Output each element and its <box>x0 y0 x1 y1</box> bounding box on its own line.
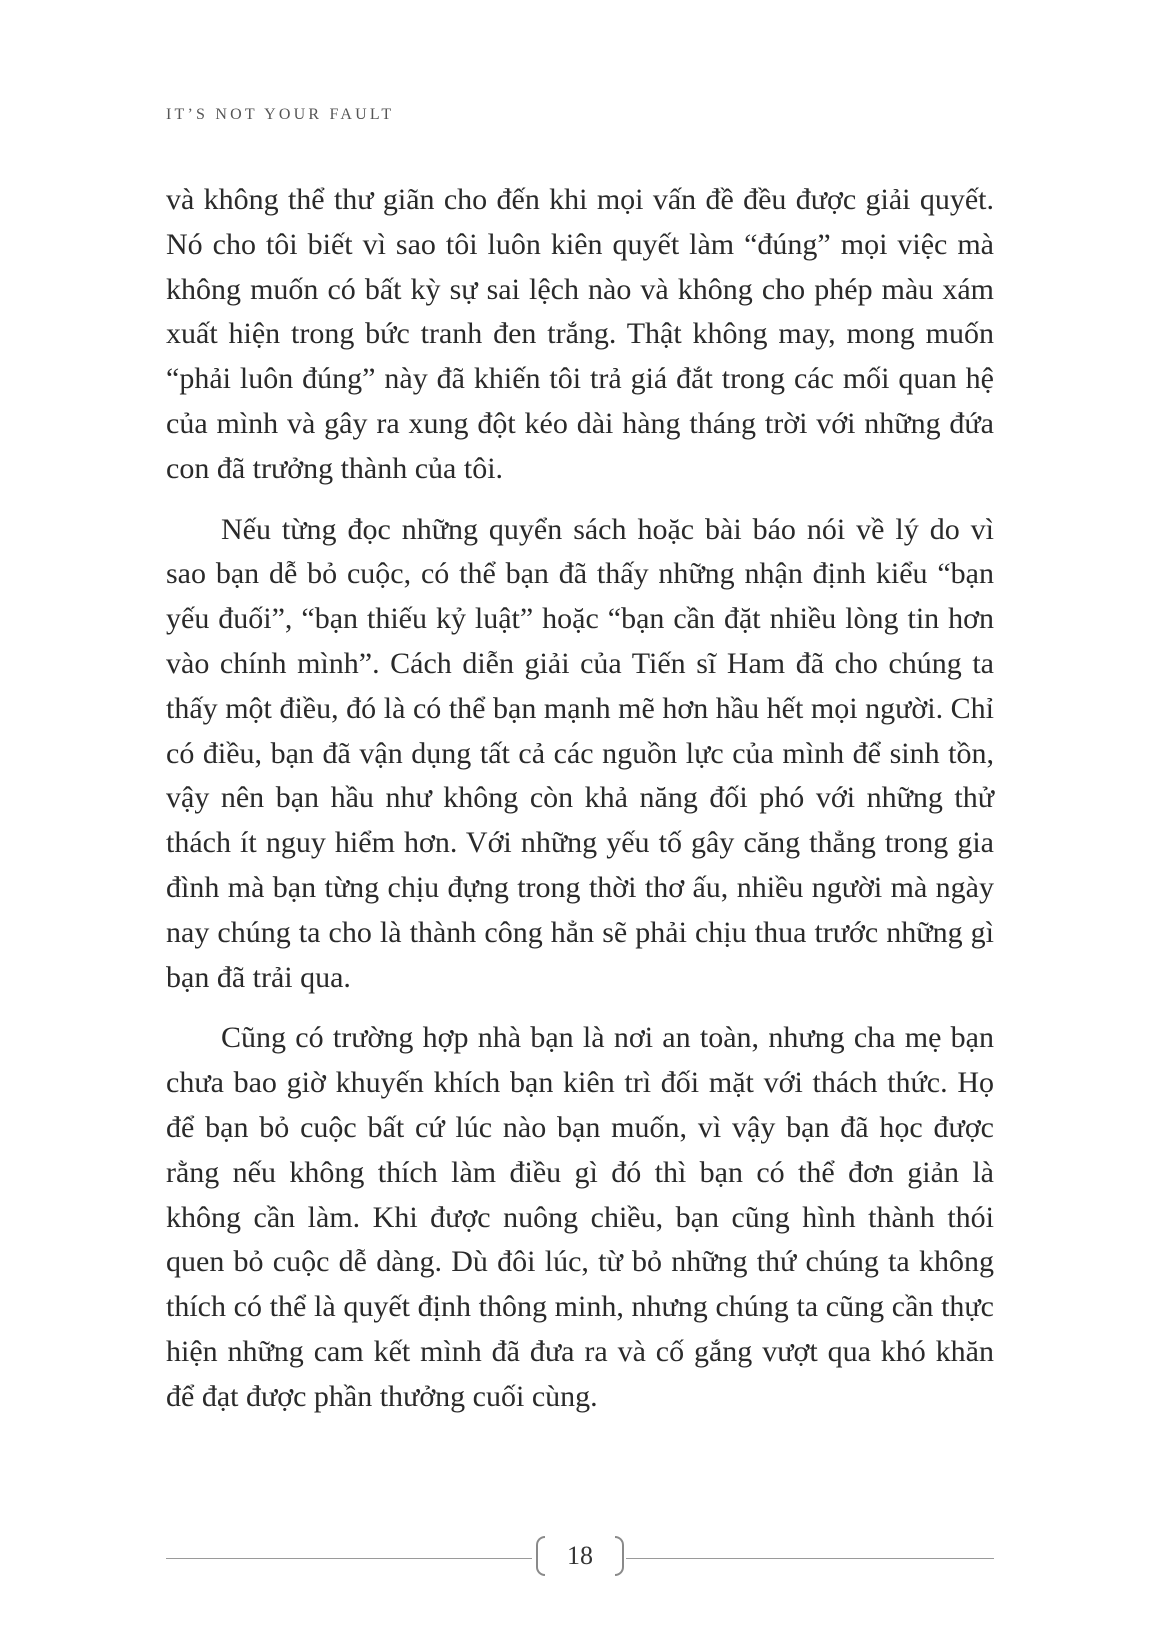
page-number: 18 <box>567 1541 593 1570</box>
page-footer <box>166 1536 994 1580</box>
paragraph-3: Cũng có trường hợp nhà bạn là nơi an toàn, nhưng cha mẹ bạn chưa bao giờ khuyến khích bạn kiên trì đối mặt với thách thức. Họ để bạn bỏ cuộc bất cứ lúc nào bạn muốn, vì vậy bạn đã học được rằng nếu không thích làm điều gì đó thì bạn có thể đơn giản là không cần làm. Khi được nuông chiều, bạn cũng hình thành thói quen bỏ cuộc dễ dàng. Dù đôi lúc, từ bỏ những thứ chúng ta không thích có thể là quyết định thông minh, nhưng chúng ta cũng cần thực hiện những cam kết mình đã đưa ra và cố gắng vượt qua khó khăn để đạt được phần thưởng cuối cùng. <box>166 1021 994 1413</box>
footer-rule-left <box>166 1558 532 1559</box>
running-header: IT’S NOT YOUR FAULT <box>166 106 395 123</box>
paragraph-1: và không thể thư giãn cho đến khi mọi vấn đề đều được giải quyết. Nó cho tôi biết vì sao tôi luôn kiên quyết làm “đúng” mọi việc mà không muốn có bất kỳ sự sai lệch nào và không cho phép màu xám xuất hiện trong bức tranh đen trắng. Thật không may, mong muốn “phải luôn đúng” này đã khiến tôi trả giá đắt trong các mối quan hệ của mình và gây ra xung đột kéo dài hàng tháng trời với những đứa con đã trưởng thành của tôi. <box>166 183 994 485</box>
page-body <box>166 178 994 1436</box>
close-bracket-ornament <box>615 1536 624 1576</box>
footer-rule-right <box>626 1558 994 1559</box>
paragraph-2: Nếu từng đọc những quyển sách hoặc bài báo nói về lý do vì sao bạn dễ bỏ cuộc, có thể bạn đã thấy những nhận định kiểu “bạn yếu đuối”, “bạn thiếu kỷ luật” hoặc “bạn cần đặt nhiều lòng tin hơn vào chính mình”. Cách diễn giải của Tiến sĩ Ham đã cho chúng ta thấy một điều, đó là có thể bạn mạnh mẽ hơn hầu hết mọi người. Chỉ có điều, bạn đã vận dụng tất cả các nguồn lực của mình để sinh tồn, vậy nên bạn hầu như không còn khả năng đối phó với những thử thách ít nguy hiểm hơn. Với những yếu tố gây căng thẳng trong gia đình mà bạn từng chịu đựng trong thời thơ ấu, nhiều người mà ngày nay chúng ta cho là thành công hẳn sẽ phải chịu thua trước những gì bạn đã trải qua. <box>166 512 994 994</box>
